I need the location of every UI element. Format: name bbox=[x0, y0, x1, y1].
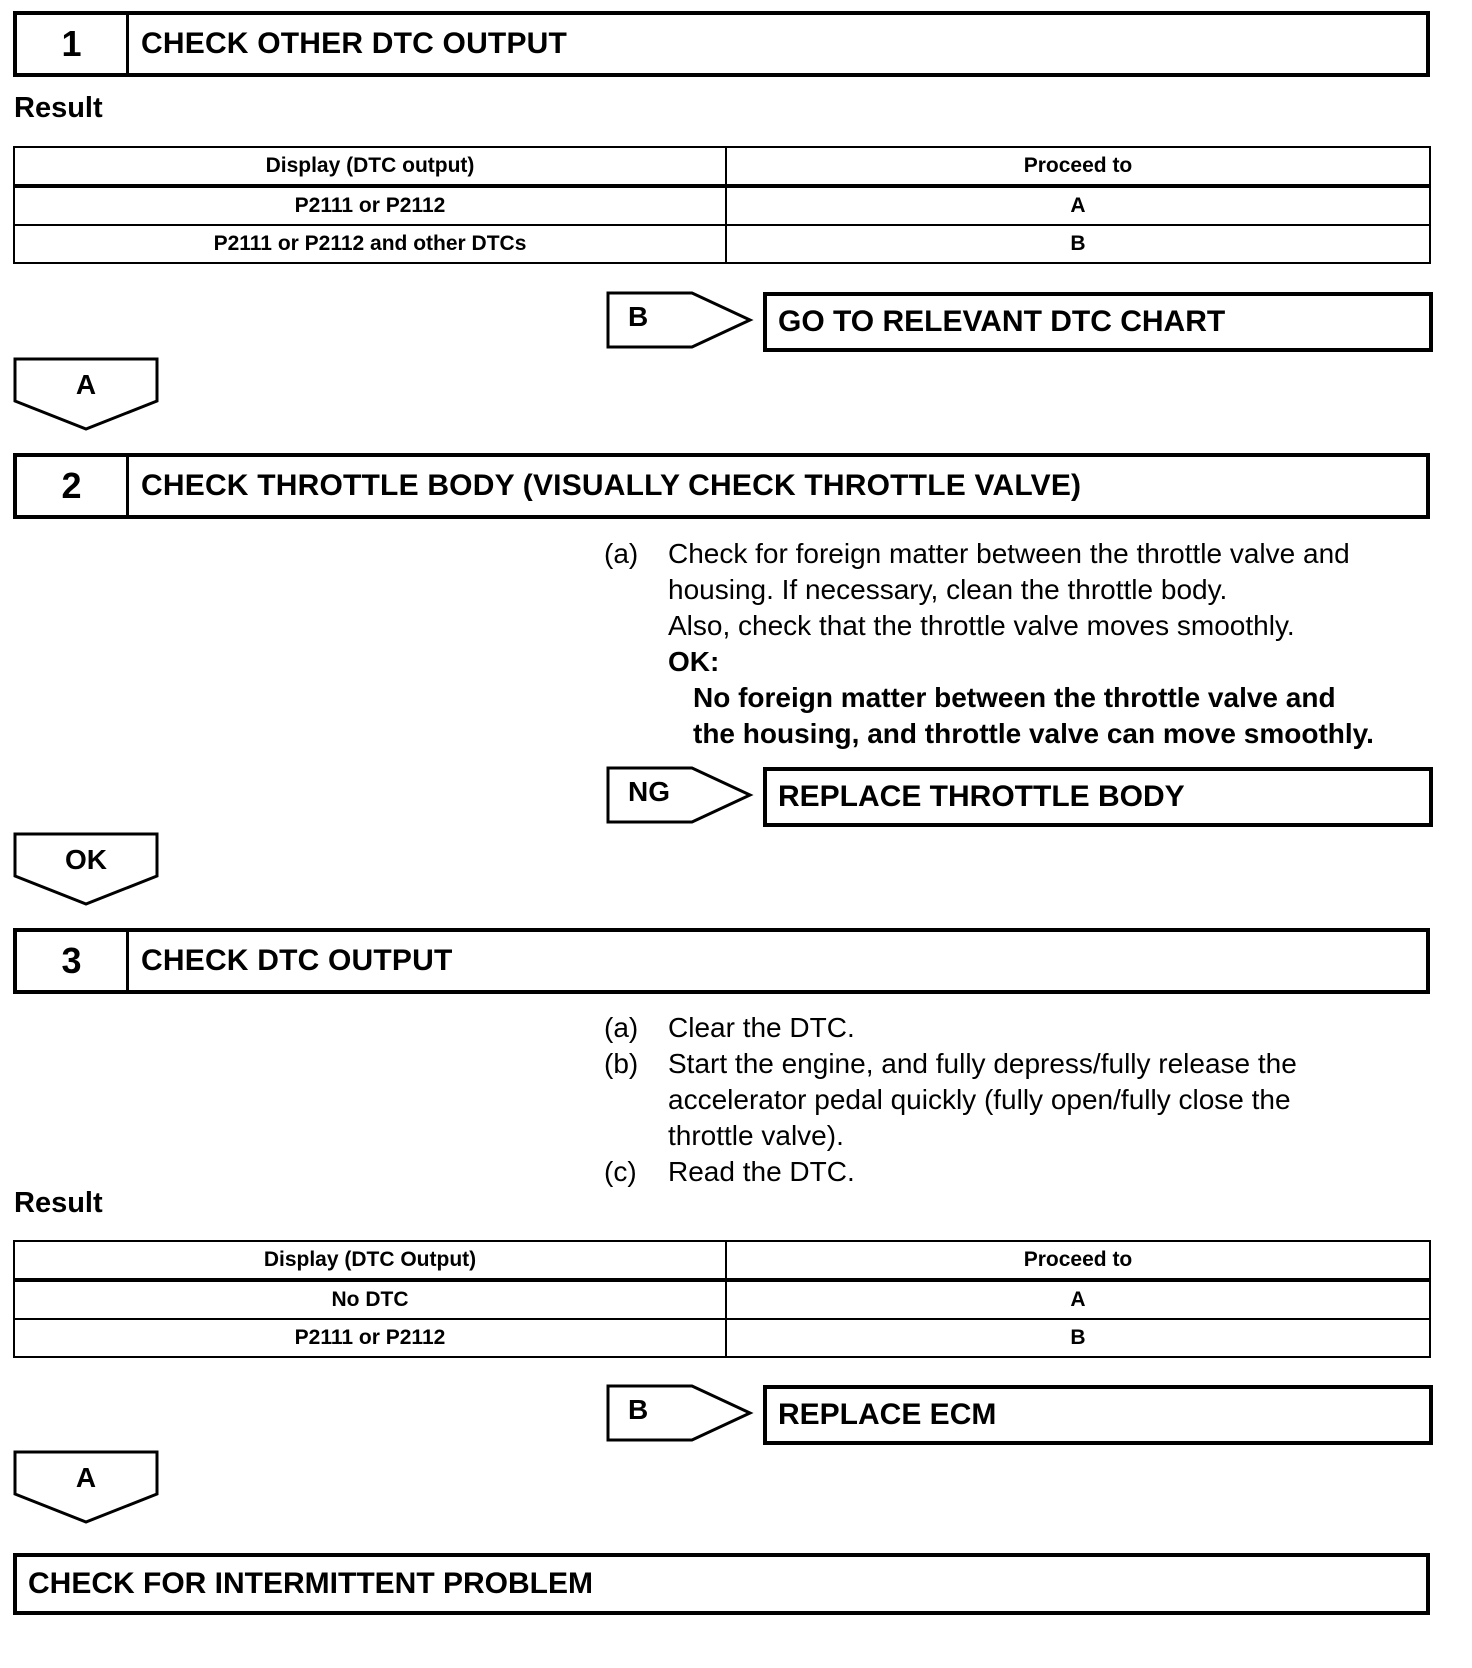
flow-label: A bbox=[75, 1462, 97, 1493]
branch-label: B bbox=[628, 1394, 649, 1425]
step-2-instructions bbox=[604, 536, 1374, 752]
action-box-replace-ecm: REPLACE ECM bbox=[763, 1385, 1433, 1445]
action-box-replace-throttle: REPLACE THROTTLE BODY bbox=[763, 767, 1433, 827]
table-cell: B bbox=[726, 1319, 1430, 1357]
table-cell: No DTC bbox=[14, 1280, 726, 1319]
instruction-line: accelerator pedal quickly (fully open/fully close the bbox=[668, 1084, 1291, 1115]
table-header: Proceed to bbox=[726, 1241, 1430, 1280]
step-number: 2 bbox=[17, 457, 129, 515]
instruction-line: Check for foreign matter between the throttle valve and bbox=[668, 538, 1350, 569]
result-label: Result bbox=[14, 1187, 103, 1219]
instruction-tag: (a) bbox=[604, 538, 639, 569]
action-box-relevant-dtc: GO TO RELEVANT DTC CHART bbox=[763, 292, 1433, 352]
step-title: CHECK DTC OUTPUT bbox=[141, 944, 453, 977]
down-arrow-icon bbox=[13, 832, 159, 906]
step-title: CHECK OTHER DTC OUTPUT bbox=[141, 27, 568, 60]
instruction-line: Start the engine, and fully depress/fully release the bbox=[668, 1048, 1297, 1079]
branch-label: B bbox=[628, 301, 649, 332]
final-step-box: CHECK FOR INTERMITTENT PROBLEM bbox=[13, 1553, 1430, 1615]
instruction-line: Clear the DTC. bbox=[668, 1012, 855, 1043]
instruction-tag: (c) bbox=[604, 1156, 637, 1187]
table-row bbox=[14, 1319, 1430, 1357]
result-table-1 bbox=[13, 146, 1431, 264]
down-arrow-icon bbox=[13, 357, 159, 431]
table-cell: P2111 or P2112 bbox=[14, 1319, 726, 1357]
table-cell: A bbox=[726, 186, 1430, 225]
table-row bbox=[14, 1280, 1430, 1319]
ok-criteria-line: the housing, and throttle valve can move smoothly. bbox=[693, 718, 1374, 749]
instruction-tag: (b) bbox=[604, 1048, 639, 1079]
step-3-header bbox=[13, 928, 1430, 994]
down-arrow-icon bbox=[13, 1450, 159, 1524]
table-header: Proceed to bbox=[726, 147, 1430, 186]
step-number: 1 bbox=[17, 15, 129, 73]
instruction-line: Read the DTC. bbox=[668, 1156, 855, 1187]
step-number: 3 bbox=[17, 932, 129, 990]
table-cell: P2111 or P2112 and other DTCs bbox=[14, 225, 726, 263]
branch-label: NG bbox=[628, 776, 670, 807]
flow-label: OK bbox=[65, 844, 107, 875]
table-header: Display (DTC output) bbox=[14, 147, 726, 186]
flow-label: A bbox=[75, 369, 97, 400]
branch-arrow-icon bbox=[606, 1384, 754, 1442]
instruction-line: Also, check that the throttle valve moves smoothly. bbox=[668, 610, 1295, 641]
instruction-tag: (a) bbox=[604, 1012, 639, 1043]
branch-arrow-icon bbox=[606, 766, 754, 824]
branch-arrow-icon bbox=[606, 291, 754, 349]
result-table-2 bbox=[13, 1240, 1431, 1358]
instruction-line: housing. If necessary, clean the throttle body. bbox=[668, 574, 1228, 605]
instruction-line: throttle valve). bbox=[668, 1120, 844, 1151]
table-header: Display (DTC Output) bbox=[14, 1241, 726, 1280]
table-row bbox=[14, 225, 1430, 263]
table-row bbox=[14, 186, 1430, 225]
ok-label: OK: bbox=[668, 646, 720, 677]
step-3-instructions bbox=[604, 1010, 1297, 1190]
step-title: CHECK THROTTLE BODY (VISUALLY CHECK THROTTLE VALVE) bbox=[141, 469, 1082, 502]
step-2-header bbox=[13, 453, 1430, 519]
step-1-header bbox=[13, 11, 1430, 77]
ok-criteria-line: No foreign matter between the throttle valve and bbox=[693, 682, 1336, 713]
table-cell: P2111 or P2112 bbox=[14, 186, 726, 225]
table-cell: B bbox=[726, 225, 1430, 263]
table-cell: A bbox=[726, 1280, 1430, 1319]
result-label: Result bbox=[14, 92, 103, 124]
